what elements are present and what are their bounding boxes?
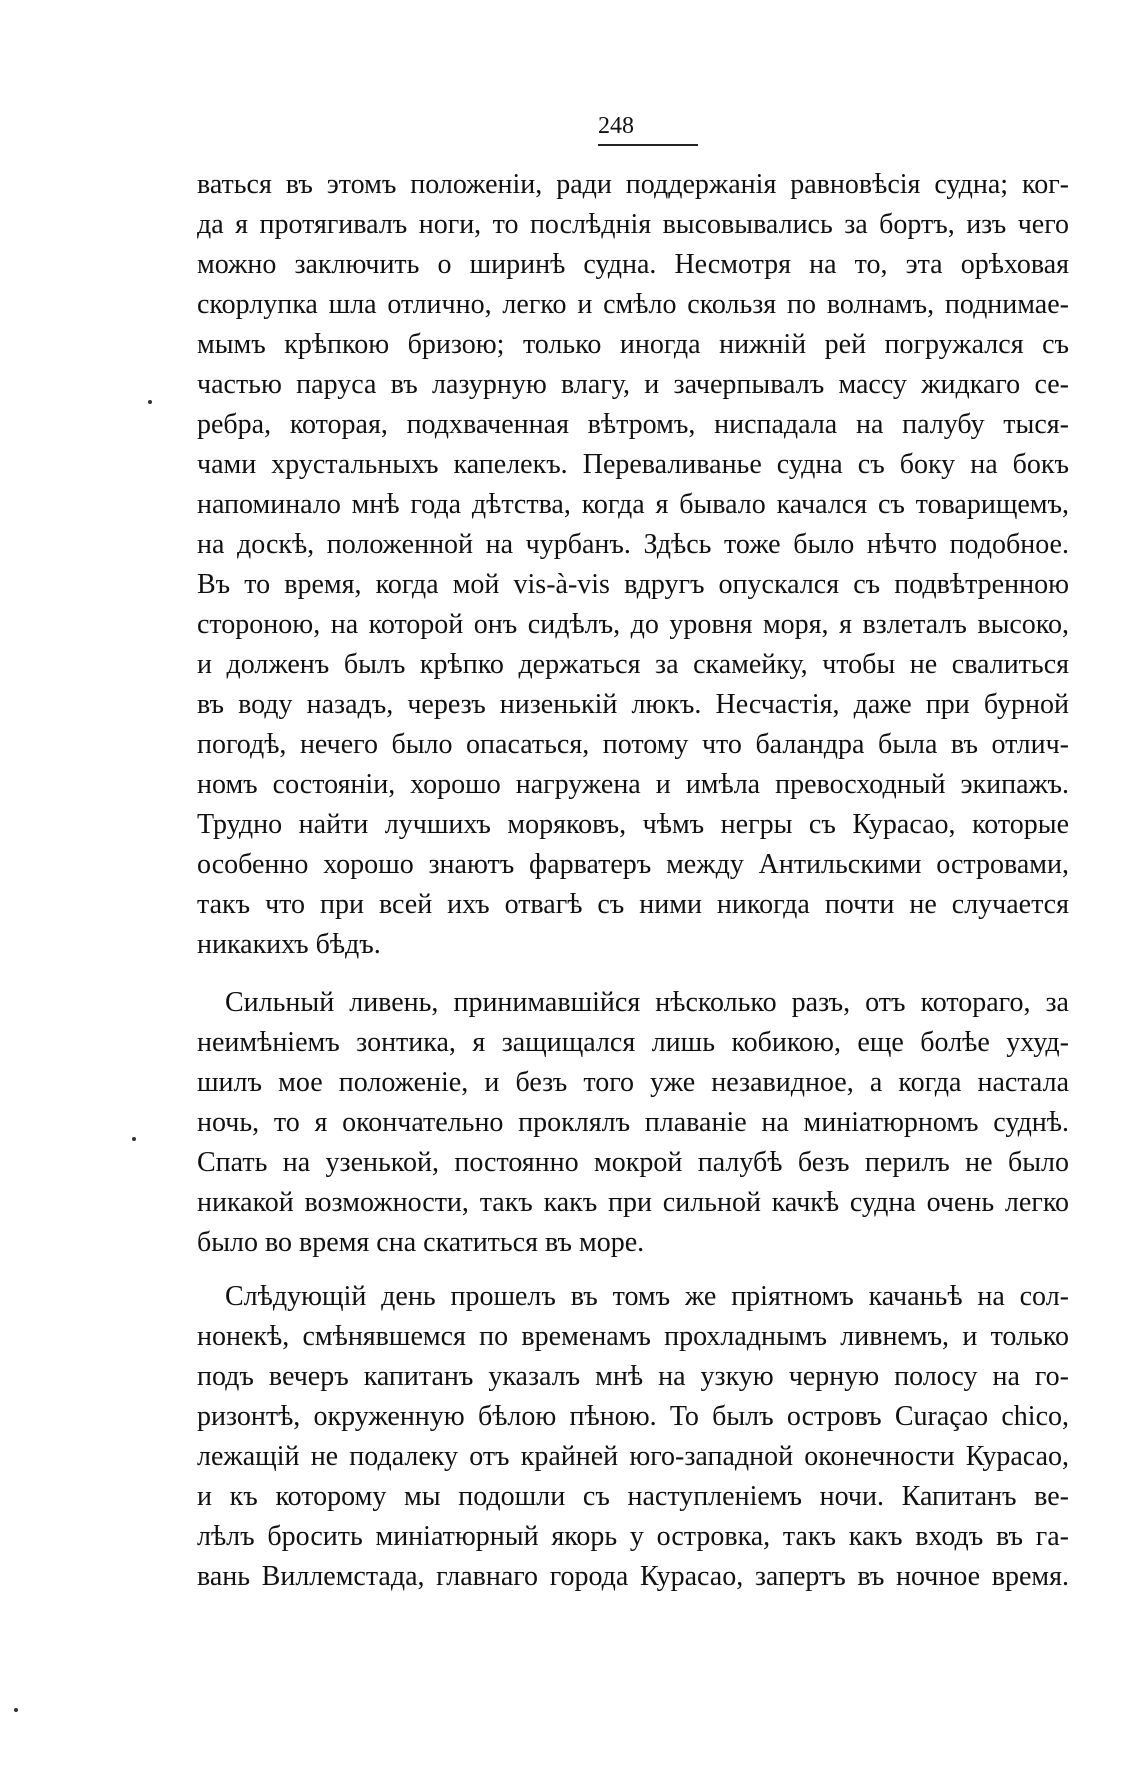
text-line: ризонтѣ, окруженную бѣлою пѣною. То былъ островъ Curaçao chico,: [197, 1401, 1069, 1432]
text-line: никакой возможности, такъ какъ при сильной качкѣ судна очень легко: [197, 1187, 1069, 1218]
text-line: въ воду назадъ, черезъ низенькій люкъ. Несчастія, даже при бурной: [197, 689, 1069, 720]
text-line: шилъ мое положеніе, и безъ того уже незавидное, а когда настала: [197, 1067, 1069, 1098]
text-line: погодѣ, нечего было опасаться, потому что баландра была въ отлич-: [197, 729, 1069, 760]
text-line: нонекѣ, смѣнявшемся по временамъ прохладнымъ ливнемъ, и только: [197, 1321, 1069, 1352]
text-line: ночь, то я окончательно проклялъ плаваніе на миніатюрномъ суднѣ.: [197, 1107, 1069, 1138]
text-line: Сильный ливень, принимавшійся нѣсколько разъ, отъ котораго, за: [225, 987, 1069, 1018]
text-line: на доскѣ, положенной на чурбанъ. Здѣсь тоже было нѣчто подобное.: [197, 529, 1069, 560]
header-rule: [598, 144, 698, 146]
text-line: ваться въ этомъ положеніи, ради поддержанія равновѣсія судна; ког-: [197, 169, 1069, 200]
text-line: лѣлъ бросить миніатюрный якорь у островка, такъ какъ входъ въ га-: [197, 1521, 1069, 1552]
paragraph-3: [197, 1277, 1069, 1597]
text-line: такъ что при всей ихъ отвагѣ съ ними никогда почти не случается: [197, 889, 1069, 920]
text-line: вань Виллемстада, главнаго города Курасао, запертъ въ ночное время.: [197, 1561, 1069, 1592]
text-line: было во время сна скатиться въ море.: [197, 1227, 645, 1258]
text-line: стороною, на которой онъ сидѣлъ, до уровня моря, я взлеталъ высоко,: [197, 609, 1069, 640]
text-line: подъ вечеръ капитанъ указалъ мнѣ на узкую черную полосу на го-: [197, 1361, 1069, 1392]
paragraph-2: [197, 983, 1069, 1263]
text-line: неимѣніемъ зонтика, я защищался лишь кобикою, еще болѣе ухуд-: [197, 1027, 1069, 1058]
paragraph-1: [197, 165, 1069, 965]
print-speck: [132, 1137, 136, 1141]
text-line: скорлупка шла отлично, легко и смѣло скользя по волнамъ, поднимае-: [197, 289, 1069, 320]
text-line: частью паруса въ лазурную влагу, и зачерпывалъ массу жидкаго се-: [197, 369, 1069, 400]
text-line: ребра, которая, подхваченная вѣтромъ, ниспадала на палубу тыся-: [197, 409, 1069, 440]
page-number: 248: [598, 113, 634, 139]
text-line: Трудно найти лучшихъ моряковъ, чѣмъ негры съ Курасао, которые: [197, 809, 1069, 840]
text-line: да я протягивалъ ноги, то послѣднія высовывались за бортъ, изъ чего: [197, 209, 1069, 240]
print-speck: [148, 400, 152, 404]
text-line: чами хрустальныхъ капелекъ. Переваливанье судна съ боку на бокъ: [197, 449, 1069, 480]
text-line: никакихъ бѣдъ.: [197, 929, 381, 960]
text-line: Спать на узенькой, постоянно мокрой палубѣ безъ перилъ не было: [197, 1147, 1069, 1178]
text-line: Слѣдующій день прошелъ въ томъ же пріятномъ качаньѣ на сол-: [225, 1281, 1069, 1312]
text-line: напоминало мнѣ года дѣтства, когда я бывало качался съ товарищемъ,: [197, 489, 1069, 520]
text-line: Въ то время, когда мой vis-à-vis вдругъ опускался съ подвѣтренною: [197, 569, 1069, 600]
text-line: можно заключить о ширинѣ судна. Несмотря на то, эта орѣховая: [197, 249, 1069, 280]
text-line: и долженъ былъ крѣпко держаться за скамейку, чтобы не свалиться: [197, 649, 1069, 680]
text-line: лежащій не подалеку отъ крайней юго-западной оконечности Курасао,: [197, 1441, 1069, 1472]
text-line: мымъ крѣпкою бризою; только иногда нижній рей погружался съ: [197, 329, 1069, 360]
text-line: номъ состояніи, хорошо нагружена и имѣла превосходный экипажъ.: [197, 769, 1069, 800]
text-line: особенно хорошо знаютъ фарватеръ между Антильскими островами,: [197, 849, 1069, 880]
print-speck: [14, 1708, 18, 1712]
body-text: [197, 165, 1069, 1597]
text-line: и къ которому мы подошли съ наступленіемъ ночи. Капитанъ ве-: [197, 1481, 1069, 1512]
